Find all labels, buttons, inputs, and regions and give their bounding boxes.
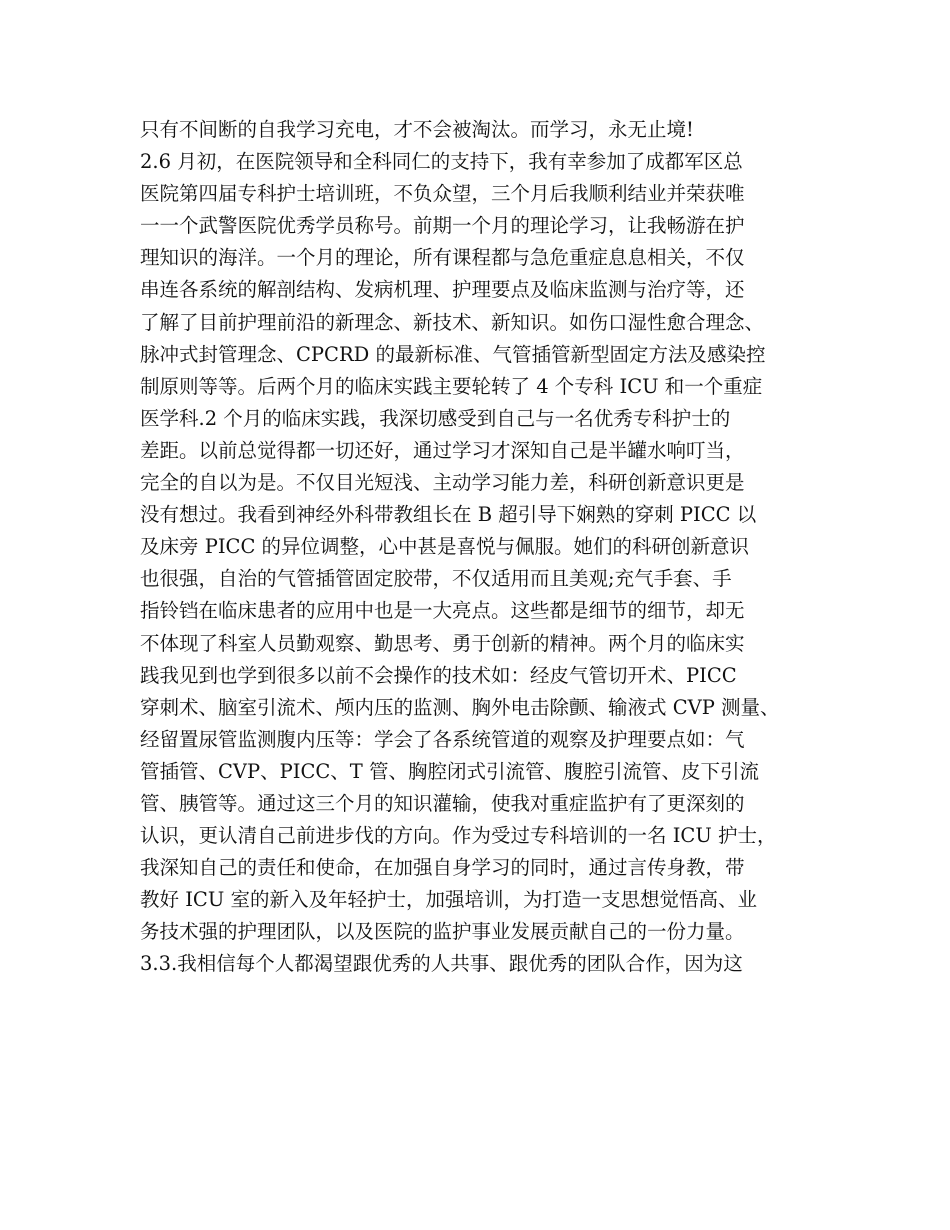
- text-line: 没有想过。我看到神经外科带教组长在 B 超引导下娴熟的穿刺 PICC 以: [140, 503, 757, 527]
- text-line: 只有不间断的自我学习充电，才不会被淘汰。而学习，永无止境!: [140, 118, 694, 141]
- text-line: 医院第四届专科护士培训班，不负众望，三个月后我顺利结业并荣获唯: [140, 182, 745, 206]
- text-line: 经留置尿管监测腹内压等：学会了各系统管道的观察及护理要点如：气: [140, 727, 745, 751]
- text-line: 践我见到也学到很多以前不会操作的技术如：经皮气管切开术、PICC: [140, 663, 737, 687]
- text-line: 脉冲式封管理念、CPCRD 的最新标准、气管插管新型固定方法及感染控: [140, 342, 766, 366]
- text-line: 一一个武警医院优秀学员称号。前期一个月的理论学习，让我畅游在护: [140, 214, 745, 238]
- text-line: 差距。以前总觉得都一切还好，通过学习才深知自己是半罐水响叮当，: [140, 438, 745, 462]
- text-line: 指铃铛在临床患者的应用中也是一大亮点。这些都是细节的细节，却无: [140, 599, 745, 623]
- text-line: 不体现了科室人员勤观察、勤思考、勇于创新的精神。两个月的临床实: [140, 631, 745, 655]
- text-line: 管插管、CVP、PICC、T 管、胸腔闭式引流管、腹腔引流管、皮下引流: [140, 759, 759, 783]
- text-line: 务技术强的护理团队，以及医院的监护事业发展贡献自己的一份力量。: [140, 920, 745, 944]
- text-line: 及床旁 PICC 的异位调整，心中甚是喜悦与佩服。她们的科研创新意识: [140, 535, 750, 559]
- text-line: 教好 ICU 室的新入及年轻护士，加强培训，为打造一支思想觉悟高、业: [140, 888, 757, 912]
- text-line: 3.3.我相信每个人都渴望跟优秀的人共事、跟优秀的团队合作，因为这: [140, 952, 743, 976]
- text-line: 我深知自己的责任和使命，在加强自身学习的同时，通过言传身教，带: [140, 856, 745, 880]
- text-line: 完全的自以为是。不仅目光短浅、主动学习能力差，科研创新意识更是: [140, 471, 745, 495]
- text-line: 医学科.2 个月的临床实践，我深切感受到自己与一名优秀专科护士的: [140, 406, 731, 430]
- text-line: 管、胰管等。通过这三个月的知识灌输，使我对重症监护有了更深刻的: [140, 791, 745, 815]
- text-line: 了解了目前护理前沿的新理念、新技术、新知识。如伤口湿性愈合理念、: [140, 310, 765, 334]
- text-line: 串连各系统的解剖结构、发病机理、护理要点及临床监测与治疗等，还: [140, 278, 745, 302]
- text-line: 认识，更认清自己前进步伐的方向。作为受过专科培训的一名 ICU 护士，: [140, 824, 777, 848]
- text-line: 也很强，自治的气管插管固定胶带，不仅适用而且美观;充气手套、手: [140, 567, 732, 591]
- document-body: [140, 114, 830, 981]
- text-line: 2.6 月初，在医院领导和全科同仁的支持下，我有幸参加了成都军区总: [140, 150, 743, 174]
- text-line: 穿刺术、脑室引流术、颅内压的监测、胸外电击除颤、输液式 CVP 测量、: [140, 695, 780, 719]
- text-line: 制原则等等。后两个月的临床实践主要轮转了 4 个专科 ICU 和一个重症: [140, 374, 763, 398]
- text-line: 理知识的海洋。一个月的理论，所有课程都与急危重症息息相关，不仅: [140, 246, 745, 270]
